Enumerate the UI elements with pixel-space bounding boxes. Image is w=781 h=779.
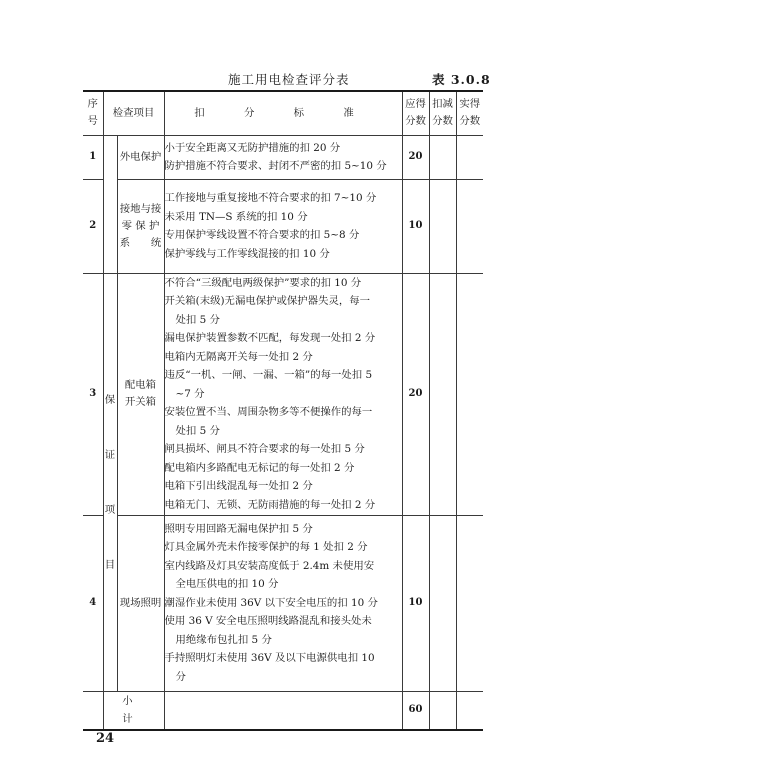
row-due-score: 10 — [402, 515, 429, 691]
row-item: 现场照明 — [117, 515, 164, 691]
row-item: 配电箱 开关箱 — [117, 273, 164, 515]
subtotal-due-score: 60 — [402, 691, 429, 730]
header-seq: 序 号 — [83, 91, 103, 135]
row-actual-score — [456, 135, 483, 179]
group-label: 保 证 项 目 — [103, 273, 117, 691]
row-standards: 工作接地与重复接地不符合要求的扣 7~10 分 未采用 TN—S 系统的扣 10 分 专用保护零线设置不符合要求的扣 5~8 分 保护零线与工作零线混接的扣 10 分 — [164, 179, 402, 273]
row-deduct-score — [429, 273, 456, 515]
row-number: 4 — [83, 515, 103, 691]
row-standards: 小于安全距离又无防护措施的扣 20 分 防护措施不符合要求、封闭不严密的扣 5~10 分 — [164, 135, 402, 179]
row-deduct-score — [429, 135, 456, 179]
subtotal-deduct-score — [429, 691, 456, 730]
page-title: 施工用电检查评分表 — [228, 72, 350, 87]
score-table — [83, 90, 483, 731]
row-number: 2 — [83, 179, 103, 273]
row-deduct-score — [429, 179, 456, 273]
row-deduct-score — [429, 515, 456, 691]
subtotal-blank-standard — [164, 691, 402, 730]
row-number: 3 — [83, 273, 103, 515]
header-due-score: 应得 分数 — [402, 91, 429, 135]
row-standards: 不符合“三级配电两级保护”要求的扣 10 分 开关箱(末级)无漏电保护或保护器失灵，每一 处扣 5 分 漏电保护装置参数不匹配，每发现一处扣 2 分 电箱内无隔离开关每一处扣 2 分 违反“一机、一闸、一漏、一箱”的每一处扣 5 ~7 分 安装位置不当、周围杂物多等不便操作的每一 处扣 5 分 闸具损坏、闸具不符合要求的每一处扣 5 分 配电箱内多路配电无标记的每一处扣 2 分 电箱下引出线混乱每一处扣 2 分 电箱无门、无锁、无防雨措施的每一处扣 2 分 — [164, 273, 402, 515]
header-item: 检查项目 — [103, 91, 164, 135]
table-number: 表 3.0.8 — [432, 72, 491, 87]
row-due-score: 20 — [402, 273, 429, 515]
row-standards: 照明专用回路无漏电保护扣 5 分 灯具金属外壳未作接零保护的每 1 处扣 2 分 室内线路及灯具安装高度低于 2.4m 未使用安 全电压供电的扣 10 分 潮湿作业未使用 36V 以下安全电压的扣 10 分 使用 36 V 安全电压照明线路混乱和接头处未 用绝缘布包扎扣 5 分 手持照明灯未使用 36V 及以下电源供电扣 10 分 — [164, 515, 402, 691]
subtotal-row — [83, 691, 483, 730]
row-number: 1 — [83, 135, 103, 179]
row-item: 接地与接 零 保 护 系 统 — [117, 179, 164, 273]
table-row — [83, 515, 483, 691]
page-number: 24 — [96, 731, 115, 746]
row-actual-score — [456, 515, 483, 691]
table-row — [83, 273, 483, 515]
table-row — [83, 135, 483, 179]
header-standard: 扣 分 标 准 — [164, 91, 402, 135]
row-due-score: 20 — [402, 135, 429, 179]
row-actual-score — [456, 179, 483, 273]
header-row — [83, 91, 483, 135]
header-actual-score: 实得 分数 — [456, 91, 483, 135]
header-deduct-score: 扣减 分数 — [429, 91, 456, 135]
group-cell-blank — [103, 135, 117, 273]
row-actual-score — [456, 273, 483, 515]
subtotal-actual-score — [456, 691, 483, 730]
row-item: 外电保护 — [117, 135, 164, 179]
table-row — [83, 179, 483, 273]
subtotal-blank-seq — [83, 691, 103, 730]
subtotal-label: 小 计 — [103, 691, 164, 730]
row-due-score: 10 — [402, 179, 429, 273]
